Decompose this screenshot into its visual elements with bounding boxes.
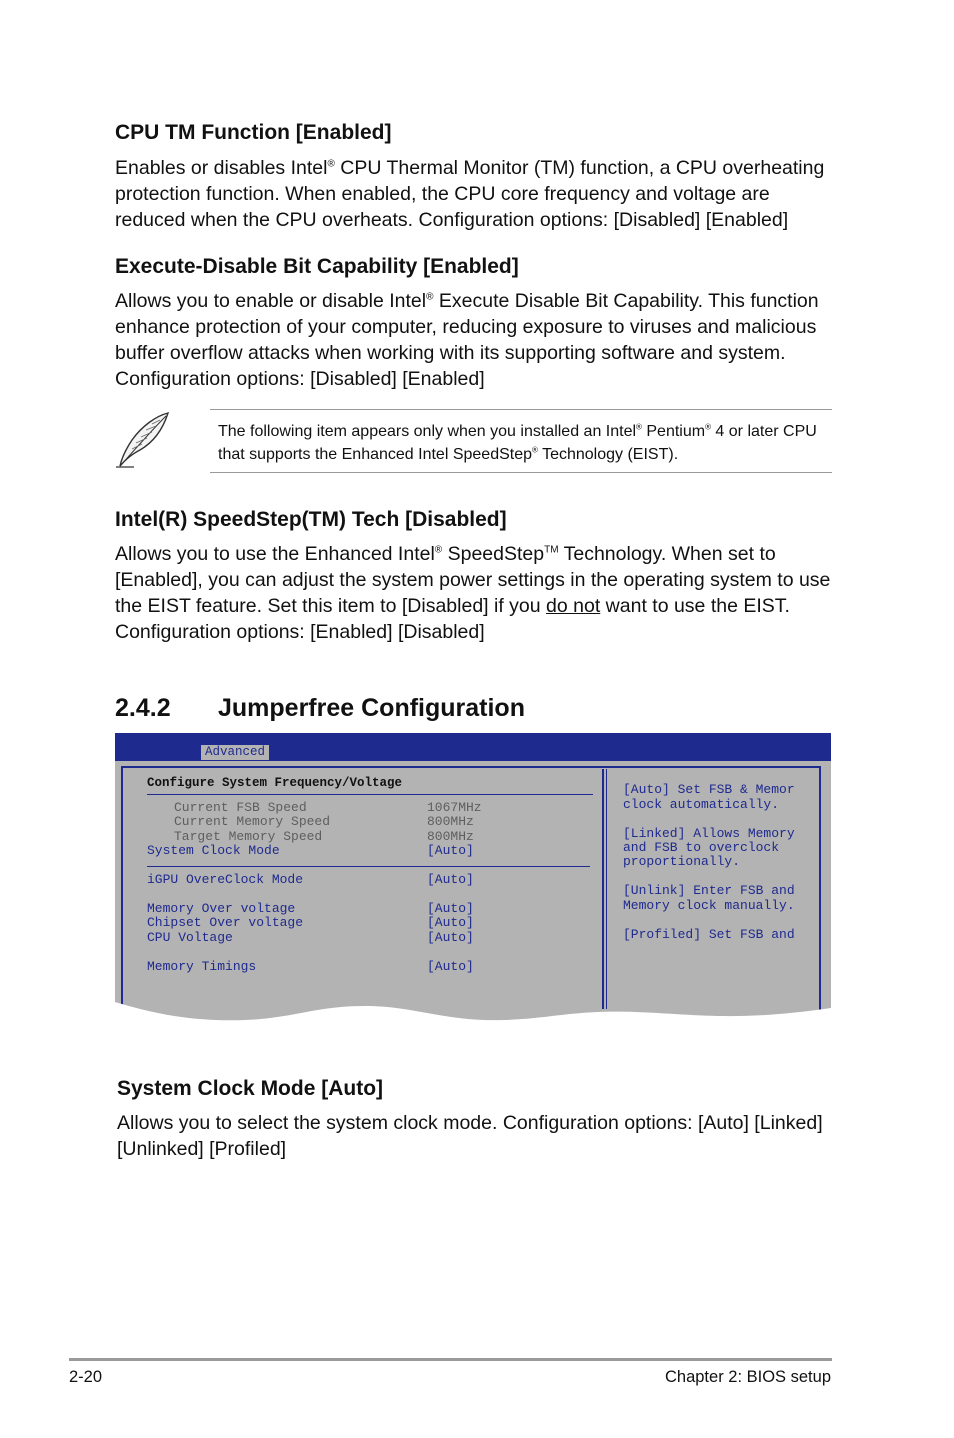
xd-bit-heading: Execute-Disable Bit Capability [Enabled] <box>115 255 519 278</box>
bios-divider <box>602 769 604 1009</box>
help-line: and FSB to overclock <box>623 840 780 855</box>
info-label-fsb: Current FSB Speed <box>174 800 307 815</box>
cpu-tm-heading: CPU TM Function [Enabled] <box>115 121 392 144</box>
setting-system-clock-mode-value[interactable]: [Auto] <box>427 843 474 858</box>
help-line: clock automatically. <box>623 797 780 812</box>
help-line: [Profiled] Set FSB and <box>623 927 795 942</box>
bios-section-title: Configure System Frequency/Voltage <box>147 776 403 790</box>
help-line: Memory clock manually. <box>623 898 795 913</box>
setting-igpu-overclock[interactable]: iGPU OvereClock Mode <box>147 872 304 887</box>
footer-rule <box>69 1358 832 1361</box>
info-label-mem: Current Memory Speed <box>174 814 331 829</box>
xd-bit-description: Allows you to enable or disable Intel® Execute Disable Bit Capability. This function enhance protection of your computer, reducing exposure to viruses and malicious buffer overflow attacks when working with its supporting software and system. Configuration options: [Disabled] [Enabled] <box>115 290 819 390</box>
bios-rule <box>147 866 590 867</box>
section-heading: 2.4.2 Jumperfree Configuration <box>115 694 525 722</box>
info-value-target: 800MHz <box>427 829 474 844</box>
clock-mode-description: Allows you to select the system clock mode. Configuration options: [Auto] [Linked] [Unlinked] [Profiled] <box>117 1112 823 1160</box>
setting-memory-timings[interactable]: Memory Timings <box>147 959 257 974</box>
note-text: The following item appears only when you installed an Intel® Pentium® 4 or later CPU that supports the Enhanced Intel SpeedStep® Technology (EIST). <box>218 422 817 463</box>
page-number: 2-20 <box>69 1368 103 1386</box>
setting-cpu-voltage[interactable]: CPU Voltage <box>147 930 233 945</box>
bios-divider-inner <box>606 769 607 1009</box>
cpu-tm-description: Enables or disables Intel® CPU Thermal Monitor (TM) function, a CPU overheating protection function. When enabled, the CPU core frequency and voltage are reduced when the CPU overheats. Configuration options: [Disabled] [Enabled] <box>115 157 825 231</box>
bios-screen <box>115 733 831 1023</box>
setting-chipset-over-voltage[interactable]: Chipset Over voltage <box>147 915 304 930</box>
note-box <box>210 409 832 473</box>
info-value-fsb: 1067MHz <box>427 800 482 815</box>
torn-edge <box>115 992 831 1032</box>
feather-pen-icon <box>112 410 174 470</box>
speedstep-description: Allows you to use the Enhanced Intel® SpeedStep™ Technology. When set to [Enabled], you can adjust the system power settings in the operating system to use the EIST feature. Set this item to [Disabled] if you do not want to use the EIST. Configuration options: [Enabled] [Disabled] <box>115 543 831 643</box>
setting-igpu-overclock-value[interactable]: [Auto] <box>427 872 474 887</box>
help-line: [Linked] Allows Memory <box>623 826 795 841</box>
setting-memory-over-voltage[interactable]: Memory Over voltage <box>147 901 296 916</box>
info-label-target: Target Memory Speed <box>174 829 323 844</box>
clock-mode-heading: System Clock Mode [Auto] <box>117 1077 384 1100</box>
chapter-label: Chapter 2: BIOS setup <box>664 1368 831 1386</box>
tab-advanced[interactable]: Advanced <box>201 745 269 760</box>
help-line: [Auto] Set FSB & Memor <box>623 782 795 797</box>
setting-memory-over-voltage-value[interactable]: [Auto] <box>427 901 474 916</box>
bios-rule <box>147 794 593 795</box>
help-line: [Unlink] Enter FSB and <box>623 883 795 898</box>
setting-chipset-over-voltage-value[interactable]: [Auto] <box>427 915 474 930</box>
speedstep-heading: Intel(R) SpeedStep(TM) Tech [Disabled] <box>115 508 507 531</box>
info-value-mem: 800MHz <box>427 814 474 829</box>
setting-system-clock-mode[interactable]: System Clock Mode <box>147 843 280 858</box>
setting-cpu-voltage-value[interactable]: [Auto] <box>427 930 474 945</box>
help-line: proportionally. <box>623 854 741 869</box>
setting-memory-timings-value[interactable]: [Auto] <box>427 959 474 974</box>
